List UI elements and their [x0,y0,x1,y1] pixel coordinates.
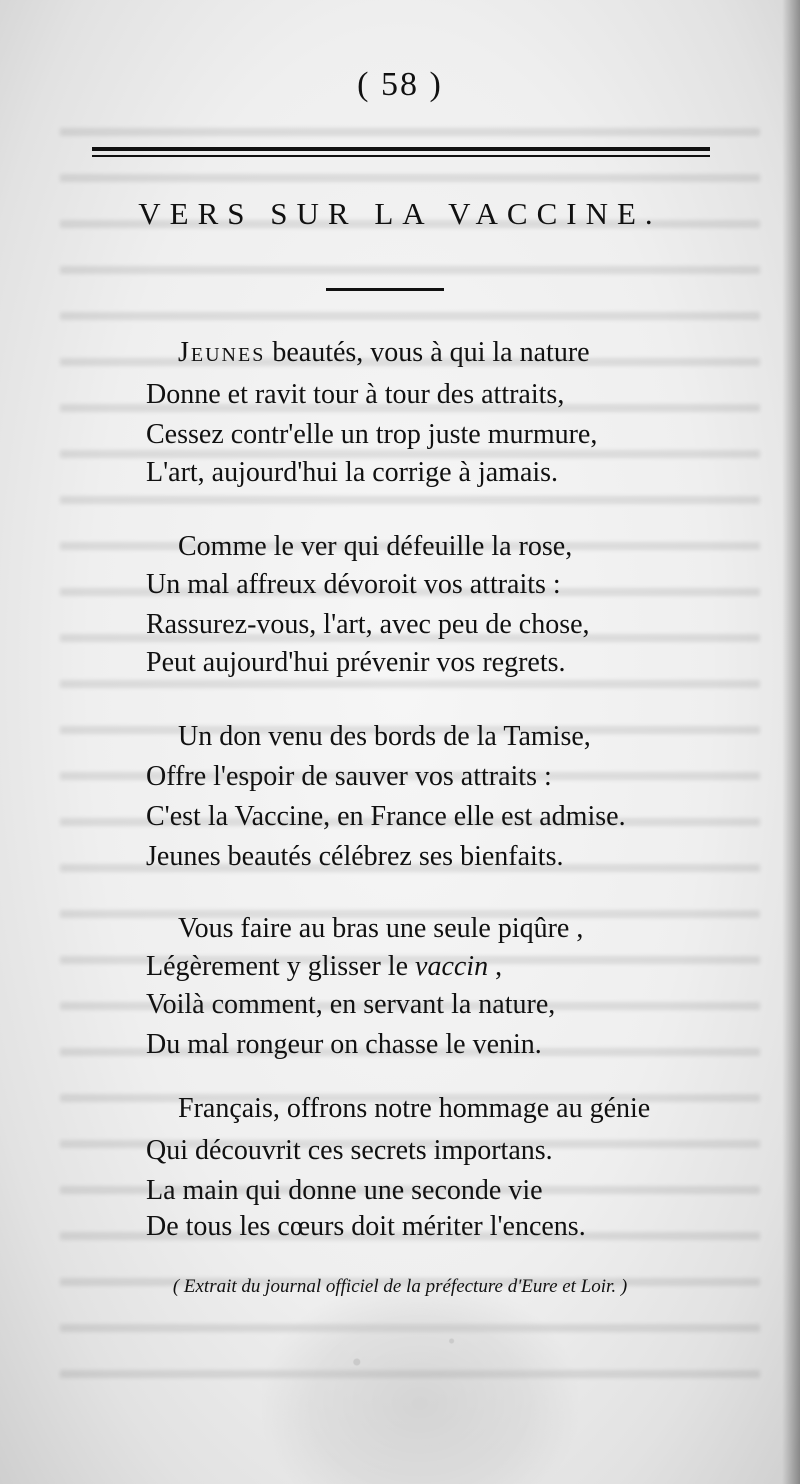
page-number: ( 58 ) [357,66,443,103]
poem-line: Jeunes beautés célébrez ses bienfaits. [146,841,564,872]
poem-line: Français, offrons notre hommage au génie [178,1093,651,1124]
poem-line: Peut aujourd'hui prévenir vos regrets. [146,647,566,678]
poem-line: Qui découvrit ces secrets importans. [146,1135,553,1166]
source-note: ( Extrait du journal officiel de la préfecture d'Eure et Loir. ) [172,1276,628,1297]
poem-line: Rassurez-vous, l'art, avec peu de chose, [146,609,590,640]
line-part: , [488,951,503,982]
poem-line: Voilà comment, en servant la nature, [146,989,556,1020]
poem-line: Comme le ver qui défeuille la rose, [178,531,573,562]
poem-title: VERS SUR LA VACCINE. [138,196,662,231]
poem-line: La main qui donne une seconde vie [146,1175,543,1206]
title-rule [326,288,444,291]
poem-line: Vous faire au bras une seule piqûre , [178,913,584,944]
poem-line [146,950,502,984]
poem-line: L'art, aujourd'hui la corrige à jamais. [146,457,559,488]
poem-line [178,336,590,370]
poem-line: De tous les cœurs doit mériter l'encens. [146,1211,586,1242]
poem-line: Un mal affreux dévoroit vos attraits : [146,569,561,600]
poem-line: C'est la Vaccine, en France elle est admise. [146,801,626,832]
italic-word: vaccin [415,951,489,982]
faded-stamp [262,1278,578,1484]
poem-line: Donne et ravit tour à tour des attraits, [146,379,565,410]
header-rule-thin [92,155,710,157]
poem-line: Cessez contr'elle un trop juste murmure, [146,419,598,450]
line-rest: beautés, vous à qui la nature [265,337,590,368]
line-part: Légèrement y glisser le [146,951,416,982]
header-rule-thick [92,147,710,151]
poem-line: Du mal rongeur on chasse le venin. [146,1029,542,1060]
poem-line: Offre l'espoir de sauver vos attraits : [146,761,552,792]
first-word: Jeunes [178,337,266,368]
poem-line: Un don venu des bords de la Tamise, [178,721,591,752]
